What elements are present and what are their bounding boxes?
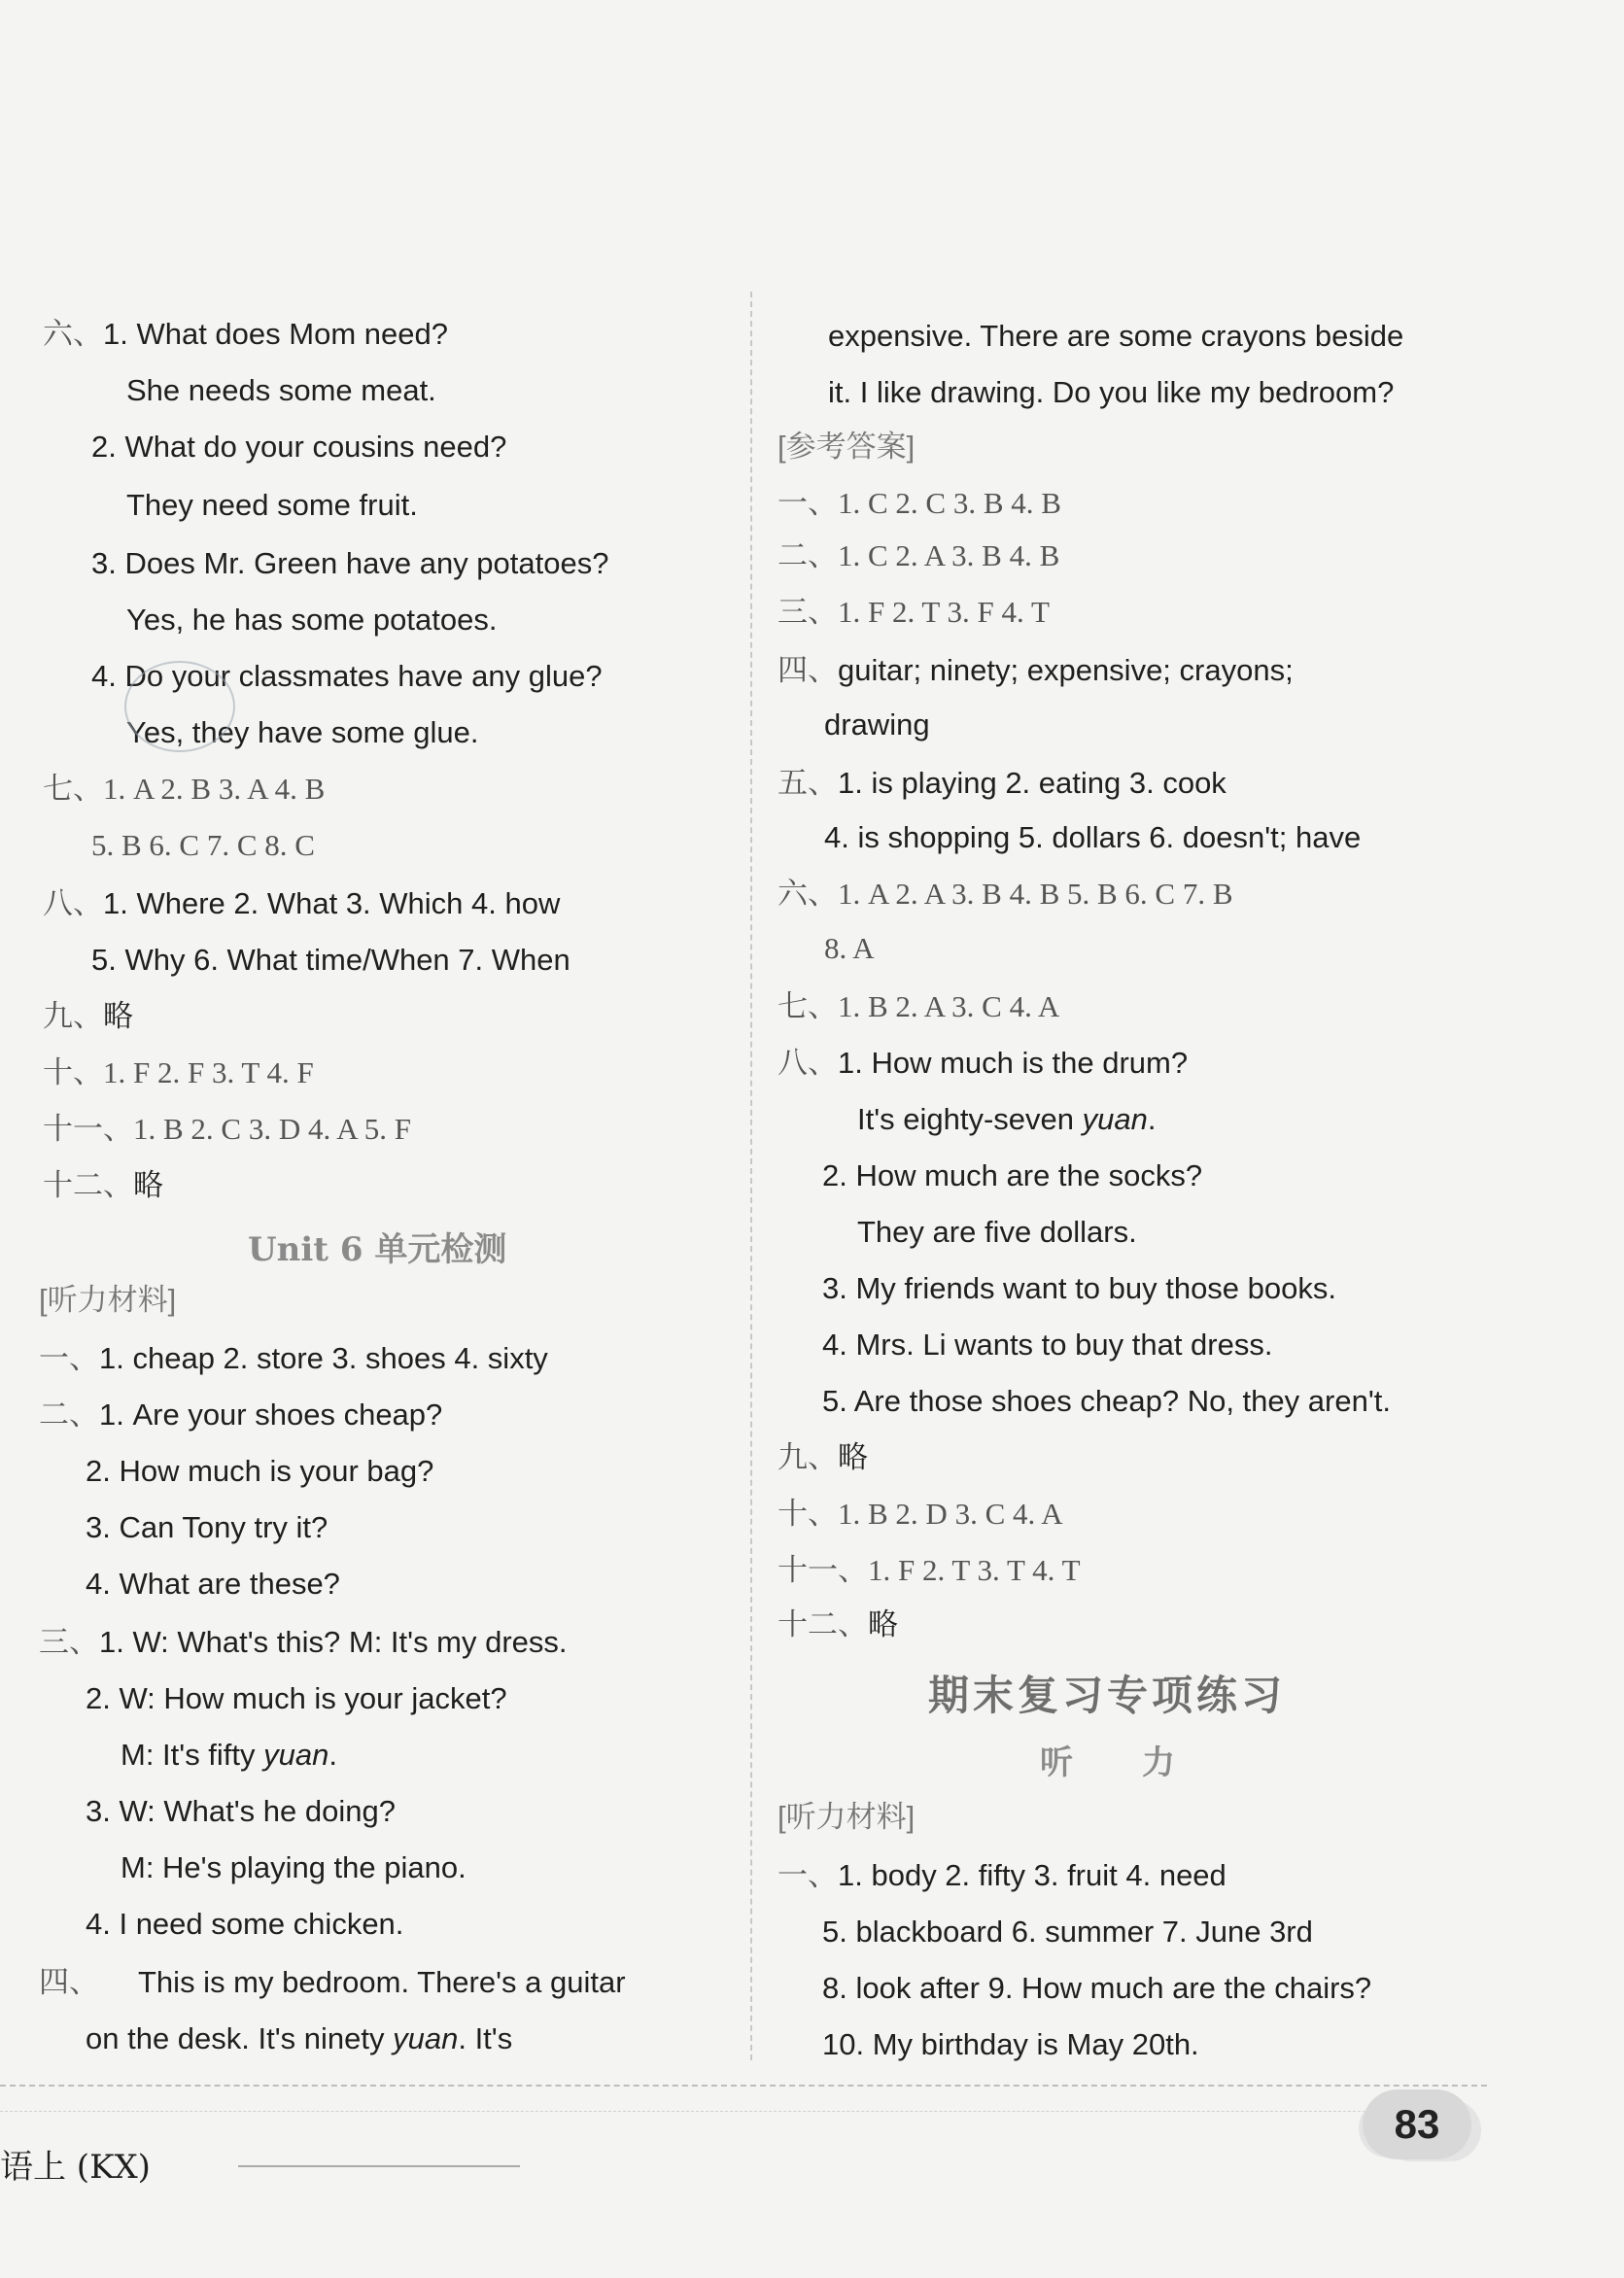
section-11 — [43, 1110, 411, 1149]
answer-line: 3. My friends want to buy those books. — [822, 1271, 1336, 1305]
answer-line: 10. My birthday is May 20th. — [822, 2027, 1199, 2061]
watermark-stamp-icon — [124, 661, 235, 752]
answer-line: 3. Does Mr. Green have any potatoes? — [91, 546, 609, 580]
answer-line: Yes, he has some potatoes. — [126, 603, 498, 637]
answer-line: 1. Are your shoes cheap? — [99, 1398, 443, 1432]
listening-label: [听力材料] — [39, 1283, 177, 1317]
section-marker: 九、 — [777, 1440, 838, 1474]
listening-label: [听力材料] — [777, 1800, 916, 1834]
section-marker: 三、 — [777, 595, 838, 629]
section-marker: 十一、 — [777, 1553, 868, 1587]
section-marker: 六、 — [777, 877, 838, 911]
answer-line: 5. Why 6. What time/When 7. When — [91, 943, 570, 977]
answer-line: 1. How much is the drum? — [838, 1046, 1189, 1080]
answer-line: 1. is playing 2. eating 3. cook — [838, 766, 1227, 800]
section-marker: 十二、 — [43, 1168, 133, 1202]
answer-line: 略 — [868, 1607, 898, 1641]
section-marker: 一、 — [777, 486, 838, 520]
yuan-word: yuan — [263, 1738, 329, 1772]
unit-section-3 — [39, 1623, 568, 1662]
unit-section-4 — [39, 1963, 626, 2002]
answer-section-8 — [777, 1044, 1188, 1083]
answer-line: 1. B 2. C 3. D 4. A 5. F — [133, 1112, 411, 1146]
answer-line: it. I like drawing. Do you like my bedroom? — [828, 375, 1395, 409]
answer-text: It's eighty-seven — [857, 1102, 1083, 1136]
answer-line: 1. F 2. T 3. F 4. T — [838, 595, 1050, 629]
answer-line — [857, 1100, 1157, 1139]
answer-line — [121, 1736, 337, 1775]
answer-line: 2. W: How much is your jacket? — [86, 1681, 507, 1715]
section-marker: 三、 — [39, 1625, 99, 1659]
section-marker: 七、 — [43, 772, 103, 806]
answer-section-7 — [777, 987, 1059, 1026]
section-marker: 二、 — [39, 1398, 99, 1432]
answer-section-6 — [777, 875, 1233, 914]
answer-line: 1. B 2. A 3. C 4. A — [838, 989, 1060, 1023]
section-marker: 十、 — [43, 1055, 103, 1089]
column-divider — [750, 292, 752, 2060]
answer-line: 略 — [103, 999, 133, 1033]
answer-line: They are five dollars. — [857, 1215, 1137, 1249]
answer-section-3 — [777, 593, 1050, 632]
answer-line: She needs some meat. — [126, 373, 436, 407]
section-marker: 二、 — [777, 538, 838, 572]
section-marker: 一、 — [777, 1858, 838, 1892]
section-12 — [43, 1166, 163, 1205]
answer-line: 1. C 2. A 3. B 4. B — [838, 538, 1060, 572]
answer-line: Yes, they have some glue. — [126, 715, 479, 749]
answer-line: 2. How much are the socks? — [822, 1158, 1203, 1192]
answer-section-4 — [777, 651, 1294, 690]
section-marker: 一、 — [39, 1341, 99, 1375]
answer-line: 5. Are those shoes cheap? No, they aren't. — [822, 1384, 1391, 1418]
listening-title: 听 力 — [1040, 1743, 1176, 1782]
answer-line: 1. A 2. A 3. B 4. B 5. B 6. C 7. B — [838, 877, 1233, 911]
answer-section-10 — [777, 1495, 1063, 1534]
answer-line: 5. B 6. C 7. C 8. C — [91, 828, 315, 862]
footer-book-label: 语上 (KX) — [0, 2148, 151, 2187]
answer-line: 4. is shopping 5. dollars 6. doesn't; have — [824, 820, 1362, 854]
section-6 — [43, 315, 448, 354]
section-marker: 十、 — [777, 1497, 838, 1531]
period: . — [1147, 1102, 1157, 1136]
answer-line: guitar; ninety; expensive; crayons; — [838, 653, 1294, 687]
answer-line: 略 — [133, 1168, 163, 1202]
answer-line: 略 — [838, 1440, 868, 1474]
final-review-title: 期末复习专项练习 — [928, 1672, 1287, 1719]
section-marker: 四、 — [39, 1965, 99, 1999]
answer-line: 3. W: What's he doing? — [86, 1794, 396, 1828]
answer-line: M: He's playing the piano. — [121, 1850, 466, 1884]
unit-section-1 — [39, 1339, 548, 1378]
answer-line: 1. W: What's this? M: It's my dress. — [99, 1625, 568, 1659]
answer-line: expensive. There are some crayons beside — [828, 319, 1404, 353]
answer-line: 1. A 2. B 3. A 4. B — [103, 772, 326, 806]
answer-section-9 — [777, 1438, 868, 1477]
answer-line: 1. Where 2. What 3. Which 4. how — [103, 886, 561, 920]
answer-line: 1. F 2. F 3. T 4. F — [103, 1055, 314, 1089]
answer-label: [参考答案] — [777, 430, 916, 464]
answer-line: This is my bedroom. There's a guitar — [138, 1965, 626, 1999]
answer-line: 4. I need some chicken. — [86, 1907, 404, 1941]
section-8 — [43, 884, 560, 923]
unit-6-title: Unit 6 单元检测 — [248, 1230, 507, 1269]
answer-line: 3. Can Tony try it? — [86, 1510, 328, 1544]
answer-section-5 — [777, 764, 1227, 803]
section-marker: 四、 — [777, 653, 838, 687]
yuan-word: yuan — [1082, 1102, 1148, 1136]
section-7 — [43, 770, 325, 809]
section-marker: 六、 — [43, 317, 103, 351]
yuan-word: yuan — [393, 2021, 459, 2055]
section-9 — [43, 997, 133, 1036]
page-number: 83 — [1394, 2101, 1440, 2147]
footer-divider — [0, 2085, 1487, 2087]
answer-line: 1. body 2. fifty 3. fruit 4. need — [838, 1858, 1227, 1892]
answer-line: 2. What do your cousins need? — [91, 430, 507, 464]
answer-section-12 — [777, 1605, 898, 1644]
section-marker: 十一、 — [43, 1112, 133, 1146]
answer-line: 8. A — [824, 931, 875, 965]
answer-section-11 — [777, 1551, 1081, 1590]
section-marker: 十二、 — [777, 1607, 868, 1641]
final-section-1 — [777, 1856, 1227, 1895]
answer-text: M: It's fifty — [121, 1738, 264, 1772]
section-marker: 八、 — [43, 886, 103, 920]
section-marker: 五、 — [777, 766, 838, 800]
answer-line: 1. cheap 2. store 3. shoes 4. sixty — [99, 1341, 548, 1375]
answer-section-1 — [777, 484, 1061, 523]
section-marker: 九、 — [43, 999, 103, 1033]
page-number-badge — [1363, 2089, 1471, 2159]
answer-line: drawing — [824, 708, 930, 742]
answer-text: on the desk. It's ninety — [86, 2021, 394, 2055]
answer-line: 1. What does Mom need? — [103, 317, 448, 351]
answer-line: 4. Mrs. Li wants to buy that dress. — [822, 1328, 1273, 1362]
answer-line: 4. What are these? — [86, 1567, 340, 1601]
answer-line: 1. F 2. T 3. T 4. T — [868, 1553, 1081, 1587]
answer-line: 1. C 2. C 3. B 4. B — [838, 486, 1061, 520]
section-marker: 七、 — [777, 989, 838, 1023]
unit-section-2 — [39, 1396, 442, 1434]
answer-line: 1. B 2. D 3. C 4. A — [838, 1497, 1063, 1531]
answer-line: 5. blackboard 6. summer 7. June 3rd — [822, 1915, 1313, 1949]
answer-line: 2. How much is your bag? — [86, 1454, 434, 1488]
answer-text: . It's — [458, 2021, 513, 2055]
answer-line: 8. look after 9. How much are the chairs? — [822, 1971, 1372, 2005]
footer-divider-thin — [0, 2111, 1380, 2112]
section-10 — [43, 1053, 314, 1092]
answer-section-2 — [777, 536, 1059, 575]
answer-line: They need some fruit. — [126, 488, 418, 522]
answer-line — [86, 2019, 512, 2058]
footer-rule — [238, 2165, 520, 2167]
section-marker: 八、 — [777, 1046, 838, 1080]
period: . — [328, 1738, 338, 1772]
answer-line: 4. Do your classmates have any glue? — [91, 659, 603, 693]
